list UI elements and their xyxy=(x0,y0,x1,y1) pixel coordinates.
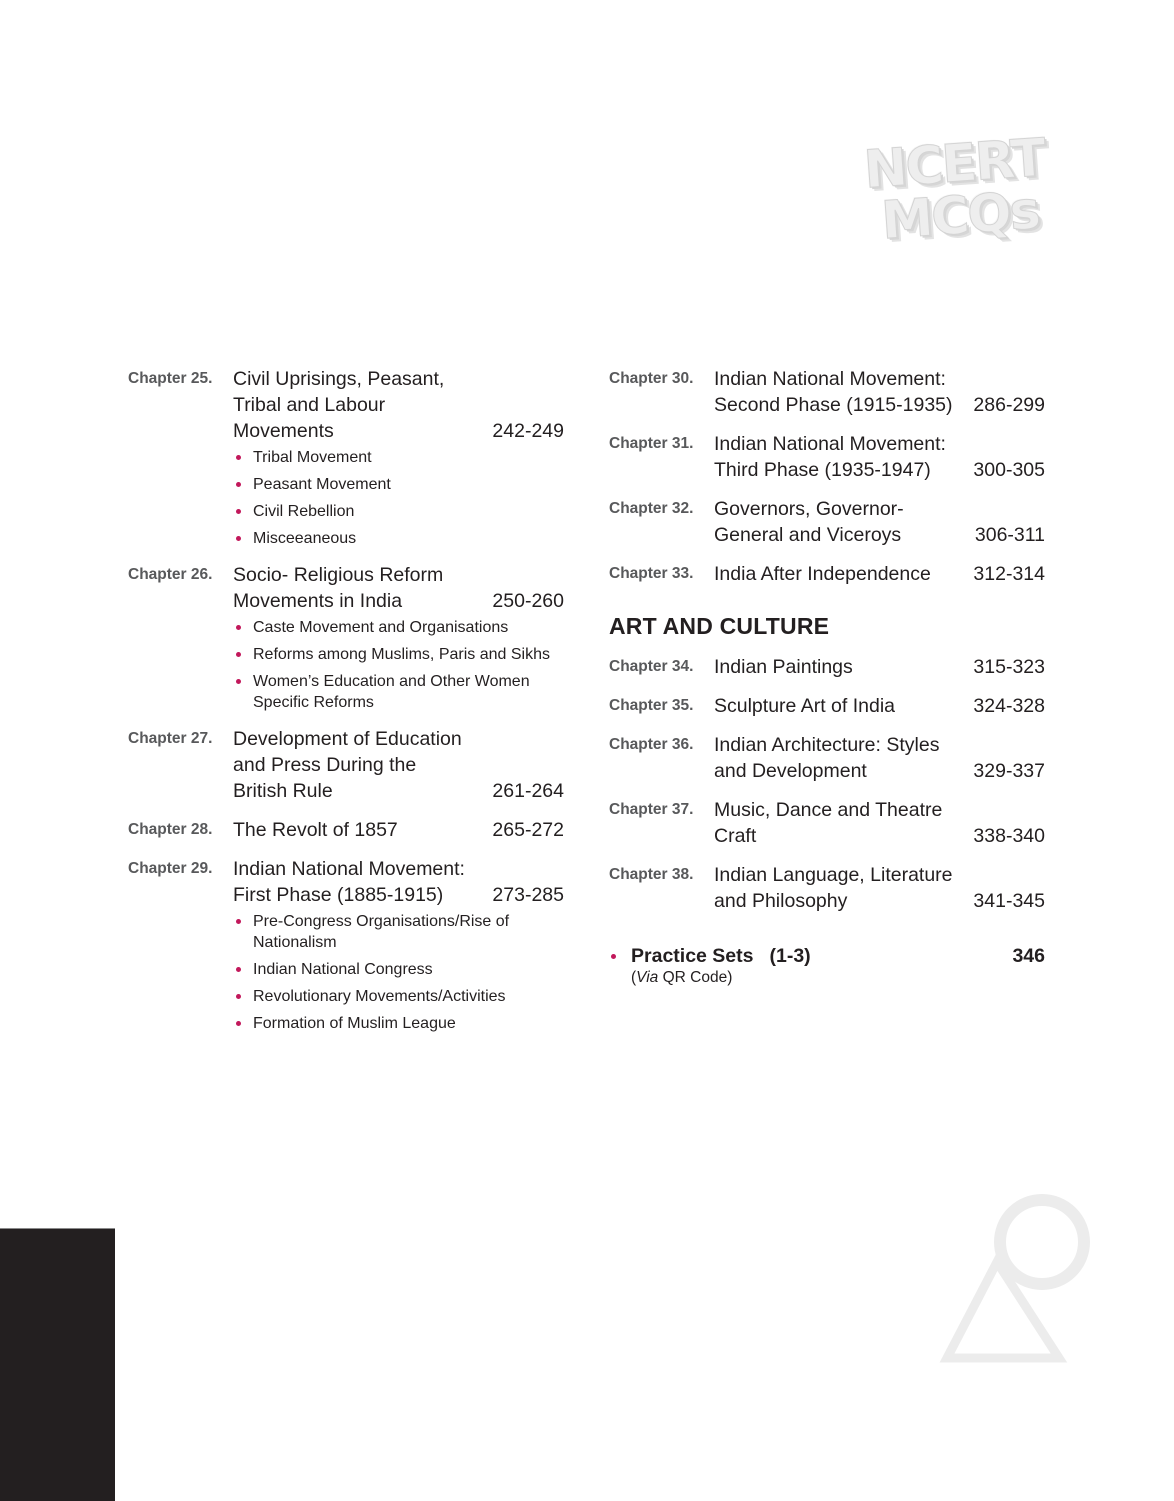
chapter-title-line: Craft xyxy=(714,825,757,847)
practice-sets-entry[interactable] xyxy=(609,944,1045,987)
chapter-title-line: Civil Uprisings, Peasant, xyxy=(233,368,445,390)
practice-sets-label: Practice Sets xyxy=(631,945,754,967)
toc-entry[interactable] xyxy=(609,693,1045,719)
page-range: 286-299 xyxy=(973,394,1045,416)
bullet-icon xyxy=(236,679,241,684)
bullet-icon xyxy=(236,482,241,487)
subtopic-text: Formation of Muslim League xyxy=(253,1015,456,1032)
toc-entry[interactable] xyxy=(128,562,564,713)
chapter-number: Chapter 37. xyxy=(609,801,694,818)
page-range: 341-345 xyxy=(973,890,1045,912)
ncert-mcqs-watermark-logo xyxy=(862,128,1059,257)
page-range: 312-314 xyxy=(973,563,1045,585)
chapter-title-line: Movements xyxy=(233,420,334,442)
page-range: 242-249 xyxy=(492,420,564,442)
right-chapter-list xyxy=(609,366,1045,587)
section-heading-art-and-culture: ART AND CULTURE xyxy=(609,613,830,639)
toc-entry[interactable] xyxy=(609,797,1045,849)
subtopic-item xyxy=(233,528,564,549)
chapter-number: Chapter 29. xyxy=(128,860,213,877)
chapter-title-line: Indian Paintings xyxy=(714,656,853,678)
toc-entry[interactable] xyxy=(128,856,564,1034)
bullet-icon xyxy=(236,455,241,460)
chapter-title-line: Indian National Movement: xyxy=(233,858,465,880)
toc-entry[interactable] xyxy=(609,561,1045,587)
page-range: 315-323 xyxy=(973,656,1045,678)
practice-sets-note: (Via QR Code) xyxy=(631,969,733,986)
chapter-title-line: Governors, Governor- xyxy=(714,498,904,520)
chapter-number: Chapter 30. xyxy=(609,370,694,387)
chapter-number: Chapter 26. xyxy=(128,566,213,583)
chapter-number: Chapter 34. xyxy=(609,658,694,675)
chapter-number: Chapter 32. xyxy=(609,500,694,517)
page-range: 329-337 xyxy=(973,760,1045,782)
subtopic-text: Tribal Movement xyxy=(253,449,372,466)
page-range: 300-305 xyxy=(973,459,1045,481)
chapter-title-line: Indian National Movement: xyxy=(714,433,946,455)
subtopic-item xyxy=(233,911,564,953)
chapter-title-line: Movements in India xyxy=(233,590,403,612)
page-range: 265-272 xyxy=(492,819,564,841)
chapter-number: Chapter 31. xyxy=(609,435,694,452)
chapter-number: Chapter 36. xyxy=(609,736,694,753)
toc-right-column xyxy=(609,366,1045,987)
subtopic-item xyxy=(233,617,564,638)
chapter-number: Chapter 27. xyxy=(128,730,213,747)
chapter-number: Chapter 28. xyxy=(128,821,213,838)
toc-entry[interactable] xyxy=(609,862,1045,914)
art-culture-chapter-list xyxy=(609,654,1045,914)
subtopic-item xyxy=(233,671,564,713)
chapter-title-line: The Revolt of 1857 xyxy=(233,819,398,841)
subtopic-item xyxy=(233,501,564,522)
subtopic-text: Indian National Congress xyxy=(253,961,433,978)
chapter-title-line: Tribal and Labour xyxy=(233,394,386,416)
watermark-line-1: NCERT xyxy=(862,128,1047,201)
chapter-title-line: and Philosophy xyxy=(714,890,848,912)
page-range: 306-311 xyxy=(974,524,1045,546)
subtopic-text: Misceeaneous xyxy=(253,530,357,547)
toc-entry[interactable] xyxy=(609,496,1045,548)
page-range: 250-260 xyxy=(492,590,564,612)
bullet-icon xyxy=(236,625,241,630)
subtopic-text: Women’s Education and Other Women Specific Reforms xyxy=(253,673,530,711)
chapter-title-line: Indian Architecture: Styles xyxy=(714,734,940,756)
page-range: 324-328 xyxy=(973,695,1045,717)
toc-entry[interactable] xyxy=(128,726,564,804)
toc-entry[interactable] xyxy=(128,817,564,843)
chapter-title-line: British Rule xyxy=(233,780,333,802)
chapter-number: Chapter 35. xyxy=(609,697,694,714)
toc-left-column xyxy=(128,366,564,1047)
subtopic-text: Pre-Congress Organisations/Rise of Nationalism xyxy=(253,913,510,951)
subtopic-item xyxy=(233,986,564,1007)
page-range: 261-264 xyxy=(492,780,564,802)
chapter-title-line: Socio- Religious Reform xyxy=(233,564,444,586)
practice-sets-page: 346 xyxy=(1012,945,1045,967)
chapter-title-line: Third Phase (1935-1947) xyxy=(714,459,931,481)
toc-entry[interactable] xyxy=(609,732,1045,784)
subtopic-item xyxy=(233,447,564,468)
chapter-title-line: Second Phase (1915-1935) xyxy=(714,394,953,416)
subtopic-list xyxy=(233,447,564,549)
watermark-line-2: MCQs xyxy=(879,180,1041,252)
circle-triangle-emblem-icon xyxy=(935,1192,1095,1364)
subtopic-text: Reforms among Muslims, Paris and Sikhs xyxy=(253,646,550,663)
chapter-title-line: Indian Language, Literature xyxy=(714,864,953,886)
practice-sets-range: (1-3) xyxy=(769,945,811,967)
subtopic-text: Peasant Movement xyxy=(253,476,391,493)
page-edge-dark-tab xyxy=(0,1228,115,1501)
chapter-title-line: Sculpture Art of India xyxy=(714,695,896,717)
bullet-icon xyxy=(236,536,241,541)
chapter-title-line: and Press During the xyxy=(233,754,417,776)
bullet-icon xyxy=(236,509,241,514)
subtopic-text: Civil Rebellion xyxy=(253,503,355,520)
subtopic-text: Caste Movement and Organisations xyxy=(253,619,509,636)
chapter-title-line: Indian National Movement: xyxy=(714,368,946,390)
chapter-number: Chapter 33. xyxy=(609,565,694,582)
bullet-icon xyxy=(236,919,241,924)
chapter-title-line: First Phase (1885-1915) xyxy=(233,884,444,906)
subtopic-list xyxy=(233,911,564,1034)
chapter-number: Chapter 25. xyxy=(128,370,213,387)
chapter-title-line: General and Viceroys xyxy=(714,524,902,546)
chapter-title-line: Development of Education xyxy=(233,728,462,750)
bullet-icon xyxy=(611,954,616,959)
page-range: 338-340 xyxy=(973,825,1045,847)
subtopic-item xyxy=(233,644,564,665)
chapter-number: Chapter 38. xyxy=(609,866,694,883)
chapter-title-line: and Development xyxy=(714,760,867,782)
toc-entry[interactable] xyxy=(609,431,1045,483)
subtopic-text: Revolutionary Movements/Activities xyxy=(253,988,506,1005)
page-range: 273-285 xyxy=(492,884,564,906)
subtopic-item xyxy=(233,1013,564,1034)
toc-entry[interactable] xyxy=(609,366,1045,418)
subtopic-item xyxy=(233,474,564,495)
chapter-title-line: Music, Dance and Theatre xyxy=(714,799,943,821)
subtopic-item xyxy=(233,959,564,980)
bullet-icon xyxy=(236,652,241,657)
bullet-icon xyxy=(236,1021,241,1026)
bullet-icon xyxy=(236,967,241,972)
chapter-title-line: India After Independence xyxy=(714,563,931,585)
subtopic-list xyxy=(233,617,564,713)
bullet-icon xyxy=(236,994,241,999)
toc-entry[interactable] xyxy=(128,366,564,549)
toc-entry[interactable] xyxy=(609,654,1045,680)
